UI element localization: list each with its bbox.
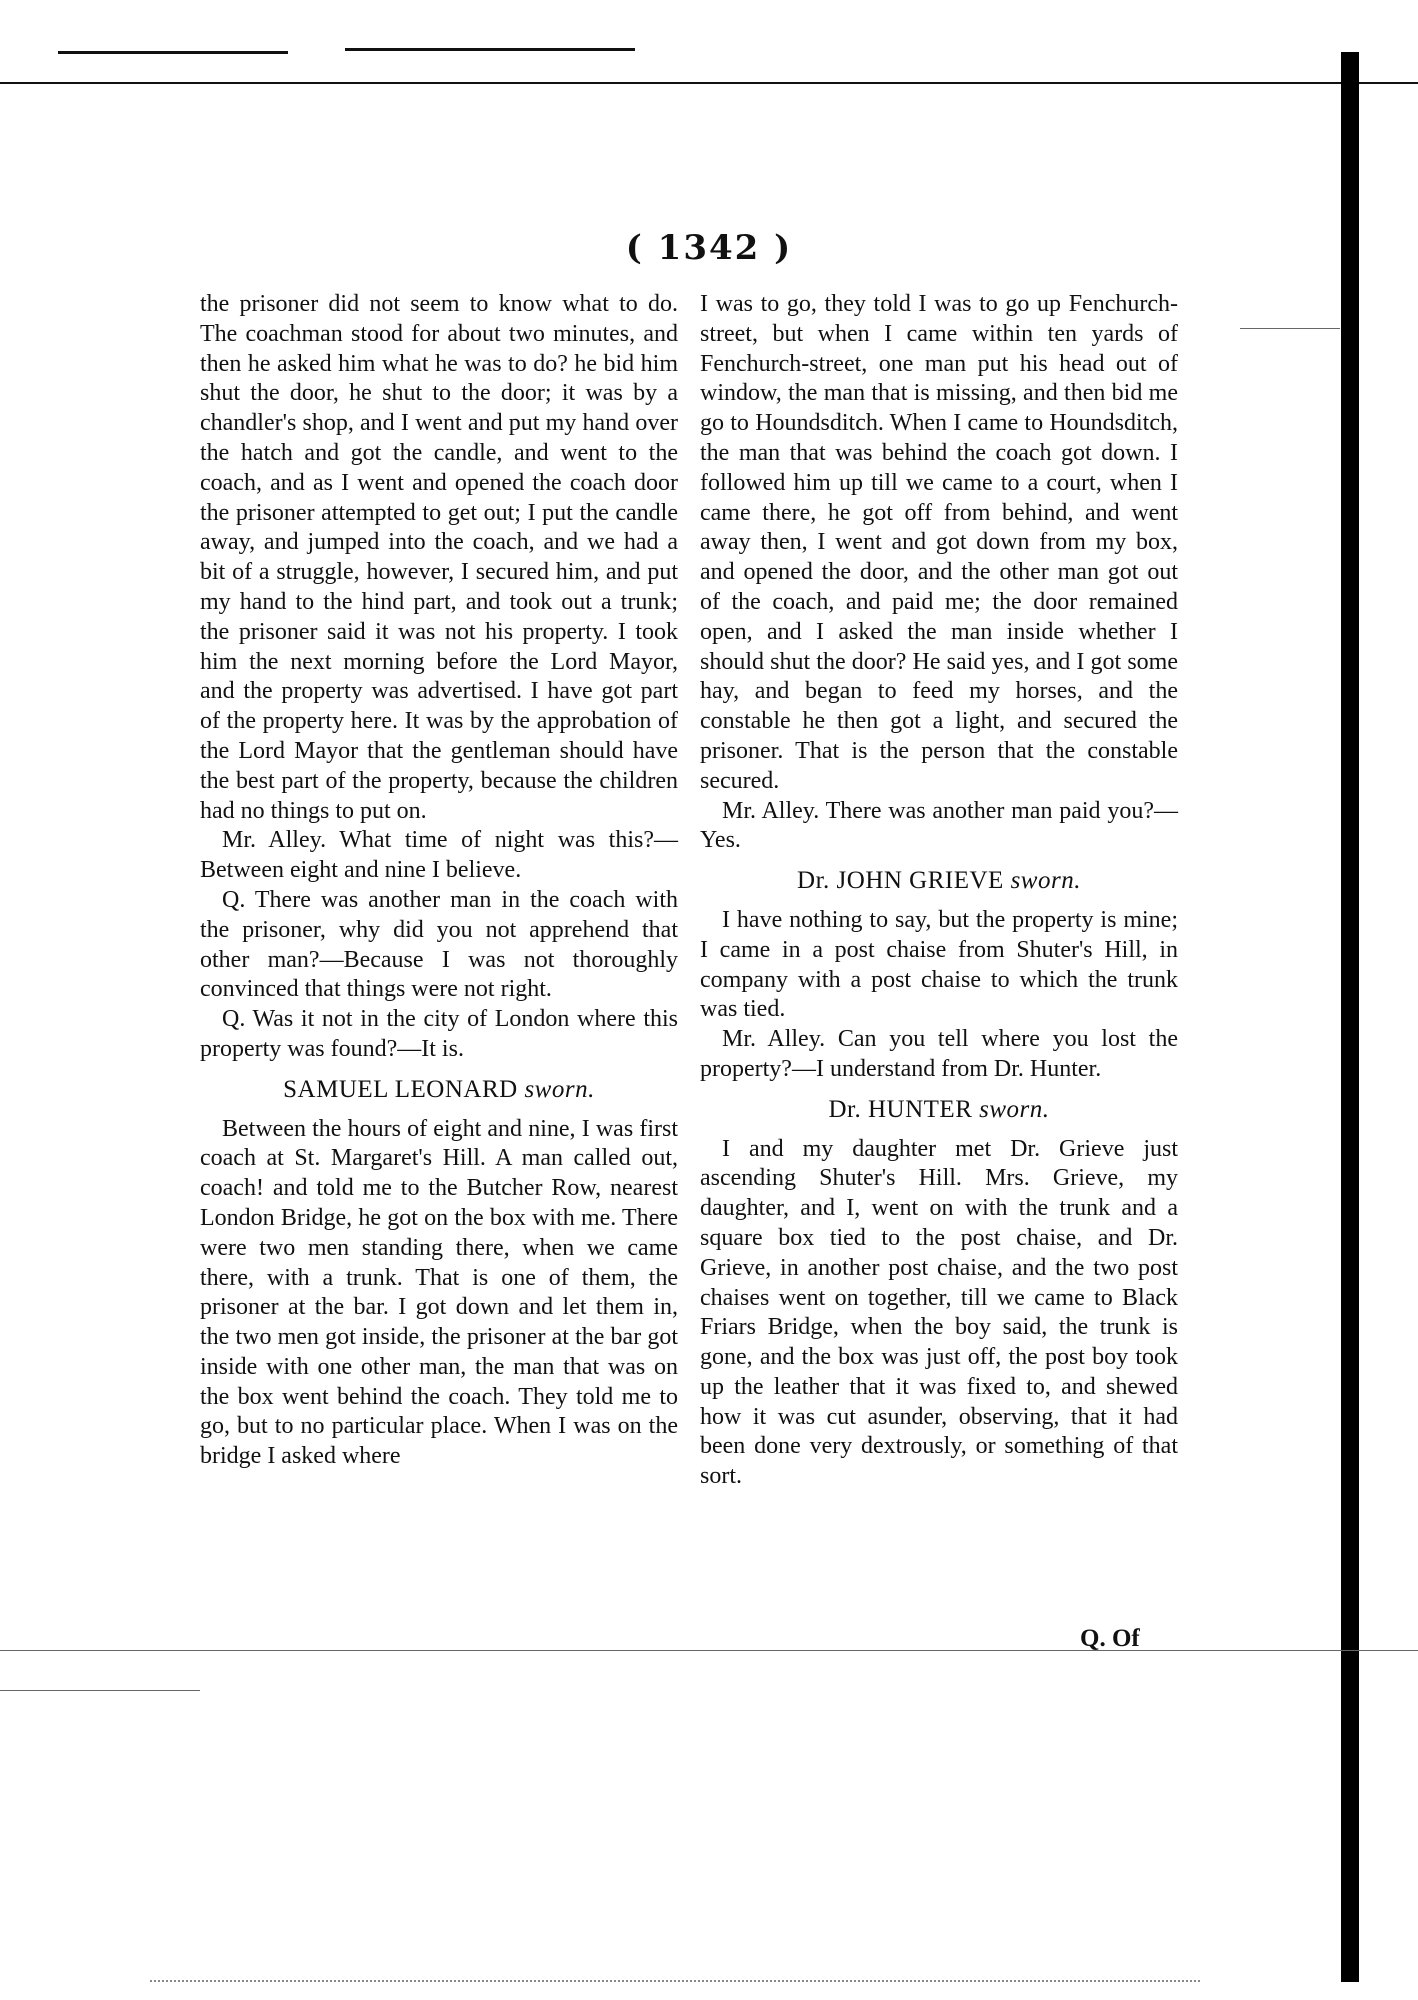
paragraph-text: Mr. Alley. There was another man paid you?—Yes.	[700, 797, 1178, 854]
top-rule	[0, 82, 1418, 84]
paragraph	[200, 1005, 678, 1065]
scan-noise	[150, 1980, 1200, 1985]
top-rule-fragment	[58, 51, 288, 54]
margin-rule	[0, 1650, 1418, 1651]
witness-name: Dr. JOHN GRIEVE	[797, 867, 1004, 895]
witness-heading	[700, 1095, 1178, 1125]
paragraph-text: Q. There was another man in the coach with the prisoner, why did you not apprehend that other man?—Because I was not thoroughly convinced that things were not right.	[200, 886, 678, 1003]
paragraph-text: I was to go, they told I was to go up Fenchurch-street, but when I came within ten yards of Fenchurch-street, one man put his head out of window, the man that is missing, and then bid me go to Houndsditch. When I came to Houndsditch, the man that was behind the coach got down. I followed him up till we came to a court, when I came there, he got off from behind, and went away then, I went and got down from my box, and opened the door, and the other man got out of the coach, and paid me; the door remained open, and I asked the man inside whether I should shut the door? He said yes, and I got some hay, and began to feed my horses, and the constable he then got a light, and secured the prisoner. That is the person that the constable secured.	[700, 291, 1178, 794]
margin-rule	[1240, 328, 1340, 329]
witness-name: Dr. HUNTER	[828, 1095, 973, 1123]
paragraph-text: I have nothing to say, but the property is mine; I came in a post chaise from Shuter's Hill, in company with a post chaise to which the trunk was tied.	[700, 906, 1178, 1023]
catchword: Q. Of	[1080, 1625, 1140, 1652]
witness-name: SAMUEL LEONARD	[283, 1075, 518, 1103]
witness-heading	[200, 1075, 678, 1105]
paragraph	[200, 1115, 678, 1473]
paragraph	[700, 290, 1178, 797]
left-column	[200, 290, 678, 1472]
witness-heading	[700, 866, 1178, 896]
sworn-label: sworn.	[524, 1075, 595, 1103]
paragraph-text: Mr. Alley. Can you tell where you lost the property?—I understand from Dr. Hunter.	[700, 1026, 1178, 1082]
paragraph-text: Mr. Alley. What time of night was this?—Between eight and nine I believe.	[200, 827, 678, 884]
paragraph	[700, 797, 1178, 857]
margin-rule	[0, 1690, 200, 1691]
paragraph	[700, 1135, 1178, 1493]
sworn-label: sworn.	[1010, 867, 1081, 895]
paragraph-text: the prisoner did not seem to know what to do. The coachman stood for about two minutes, and then he asked him what he was to do? he bid him shut the door, he shut to the door; it was by a chandler's shop, and I went and put my hand over the hatch and got the candle, and went to the coach, and as I went and opened the coach door the prisoner attempted to get out; I put the candle away, and jumped into the coach, and we had a bit of a struggle, however, I secured him, and put my hand to the hind part, and took out a trunk; the prisoner said it was not his property. I took him the next morning before the Lord Mayor, and the property was advertised. I have got part of the property here. It was by the approbation of the Lord Mayor that the gentleman should have the best part of the property, because the children had no things to put on.	[200, 291, 678, 824]
paragraph-text: Between the hours of eight and nine, I was first coach at St. Margaret's Hill. A man called out, coach! and told me to the Butcher Row, nearest London Bridge, he got on the box with me. There were two men standing there, when we came there, with a trunk. That is one of them, the prisoner at the bar. I got down and let them in, the two men got inside, the prisoner at the bar got inside with one other man, the man that was on the box went behind the coach. They told me to go, but to no particular place. When I was on the bridge I asked where	[200, 1115, 678, 1470]
page-number: ( 1342 )	[625, 228, 793, 268]
paragraph	[200, 826, 678, 886]
paragraph-text: Q. Was it not in the city of London where this property was found?—It is.	[200, 1006, 678, 1062]
sworn-label: sworn.	[979, 1095, 1050, 1123]
top-rule-fragment	[345, 48, 635, 51]
paragraph-text: I and my daughter met Dr. Grieve just ascending Shuter's Hill. Mrs. Grieve, my daughter, and I, went on with the trunk and a square box tied to the post chaise, and Dr. Grieve, in another post chaise, and the two post chaises went on together, till we came to Black Friars Bridge, when the boy said, the trunk is gone, and the box was just off, the post boy took up the leather that it was fixed to, and shewed how it was cut asunder, observing, that it had been done very dextrously, or something of that sort.	[700, 1135, 1178, 1490]
paragraph	[700, 906, 1178, 1025]
right-column	[700, 290, 1178, 1492]
paragraph	[700, 1025, 1178, 1085]
paragraph	[200, 886, 678, 1005]
binding-edge	[1341, 52, 1359, 1982]
paragraph	[200, 290, 678, 826]
